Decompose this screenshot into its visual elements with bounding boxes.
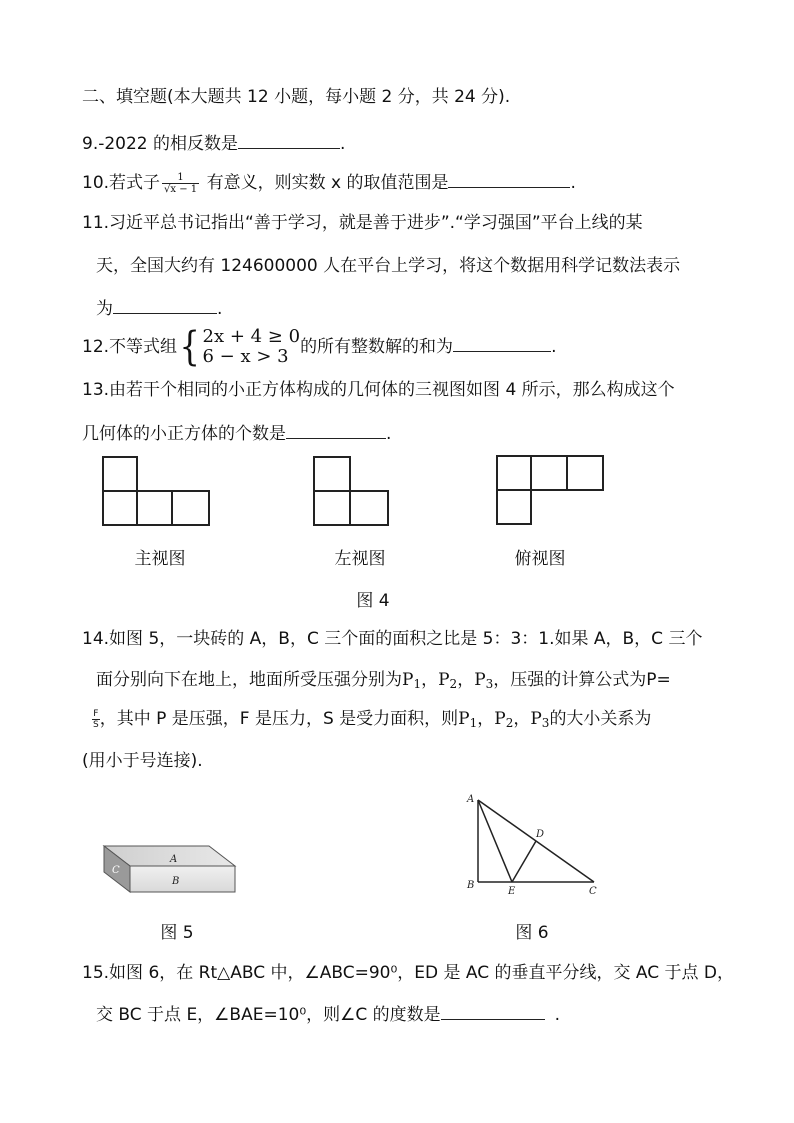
question-14-line-2: 面分别向下在地上，地面所受压强分别为$P_1$，$P_2$，$P_3$，压强的计算公式为P= bbox=[96, 670, 671, 691]
question-13-pre: 几何体的小正方体的个数是 bbox=[82, 424, 286, 444]
question-14-line-3a: ，其中 P 是压强，F 是压力，S 是受力面积，则 bbox=[99, 709, 459, 729]
answer-blank-11[interactable] bbox=[113, 296, 217, 314]
triangle-diagram bbox=[462, 790, 612, 900]
pressure-fraction: $\frac{F}{S}$ bbox=[93, 708, 99, 730]
question-11-line-3 bbox=[96, 296, 222, 320]
question-11-end: . bbox=[217, 299, 223, 319]
brick-face-b-label: B bbox=[172, 876, 180, 887]
inequality-system bbox=[177, 325, 300, 369]
question-14-line-2a: 面分别向下在地上，地面所受压强分别为 bbox=[96, 670, 402, 690]
question-10-end: . bbox=[570, 173, 576, 193]
question-9 bbox=[82, 131, 345, 155]
front-view-diagram bbox=[102, 456, 212, 528]
fraction-1-over-sqrt bbox=[162, 172, 199, 195]
point-e-label: E bbox=[508, 886, 516, 897]
p2: $P_2$ bbox=[438, 670, 458, 691]
section-title: 二、填空题(本大题共 12 小题，每小题 2 分，共 24 分). bbox=[82, 87, 511, 107]
brick-diagram bbox=[100, 840, 250, 900]
brick-face-c-label: C bbox=[112, 865, 120, 876]
question-10-pre: 10.若式子 bbox=[82, 173, 161, 193]
answer-blank-10[interactable] bbox=[448, 170, 570, 188]
p1-again: $P_1$ bbox=[458, 709, 478, 730]
question-10-post: 有意义，则实数 x 的取值范围是 bbox=[201, 173, 449, 193]
question-11-line-2: 天，全国大约有 124600000 人在平台上学习，将这个数据用科学记数法表示 bbox=[96, 256, 681, 276]
vertex-a-label: A bbox=[467, 794, 475, 805]
question-10 bbox=[82, 170, 576, 195]
inequality-row-1: 2x + 4 ≥ 0 bbox=[202, 326, 301, 347]
fraction-numerator: 1 bbox=[162, 172, 199, 184]
question-11-line-1: 11.习近平总书记指出“善于学习，就是善于进步”.“学习强国”平台上线的某 bbox=[82, 213, 643, 233]
question-14-line-4: (用小于号连接). bbox=[82, 751, 203, 771]
answer-blank-12[interactable] bbox=[453, 334, 551, 352]
question-9-text: 9.-2022 的相反数是 bbox=[82, 134, 239, 154]
left-view-diagram bbox=[313, 456, 393, 528]
point-d-label: D bbox=[536, 829, 545, 840]
question-14-line-3: $\frac{F}{S}$ ，其中 P 是压强，F 是压力，S 是受力面积，则$P_1$，$P_2$，$P_3$的大小关系为 bbox=[93, 708, 652, 730]
vertex-b-label: B bbox=[467, 880, 475, 891]
question-12-pre: 12.不等式组 bbox=[82, 337, 178, 357]
question-12 bbox=[82, 325, 556, 369]
left-brace: { bbox=[179, 324, 200, 370]
question-15-line-1: 15.如图 6，在 Rt△ABC 中，∠ABC=90⁰，ED 是 AC 的垂直平分线，交 AC 于点 D， bbox=[82, 963, 735, 983]
question-14-line-3b: 的大小关系为 bbox=[549, 709, 652, 729]
answer-blank-15[interactable] bbox=[441, 1002, 545, 1020]
question-14-line-2b: ，压强的计算公式为P= bbox=[493, 670, 671, 690]
brick-face-a-label: A bbox=[170, 854, 178, 865]
p3: $P_3$ bbox=[474, 670, 494, 691]
p1: $P_1$ bbox=[402, 670, 422, 691]
top-view-diagram bbox=[496, 455, 608, 527]
question-15-line-2 bbox=[96, 1002, 560, 1026]
front-view-label: 主视图 bbox=[134, 549, 186, 569]
answer-blank-9[interactable] bbox=[238, 131, 340, 149]
question-12-end: . bbox=[551, 337, 557, 357]
question-11-pre: 为 bbox=[96, 299, 113, 319]
question-15-end: . bbox=[554, 1005, 561, 1025]
question-9-end: . bbox=[340, 134, 346, 154]
left-view-label: 左视图 bbox=[334, 549, 386, 569]
question-14-line-1: 14.如图 5，一块砖的 A，B，C 三个面的面积之比是 5：3：1.如果 A，B，C 三个 bbox=[82, 629, 703, 649]
inequality-row-2: 6 − x > 3 bbox=[202, 346, 289, 367]
inequality-rows bbox=[203, 327, 301, 367]
p3-again: $P_3$ bbox=[530, 709, 550, 730]
question-12-post: 的所有整数解的和为 bbox=[300, 337, 454, 357]
fraction-denominator: √x − 1 bbox=[164, 183, 198, 195]
answer-blank-13[interactable] bbox=[286, 421, 386, 439]
p2-again: $P_2$ bbox=[494, 709, 514, 730]
figure-5-caption: 图 5 bbox=[160, 923, 194, 943]
top-view-label: 俯视图 bbox=[514, 549, 566, 569]
question-15-pre: 交 BC 于点 E，∠BAE=10⁰，则∠C 的度数是 bbox=[96, 1005, 441, 1025]
figure-6-caption: 图 6 bbox=[515, 923, 549, 943]
vertex-c-label: C bbox=[589, 886, 597, 897]
question-13-end: . bbox=[386, 424, 392, 444]
figure-4-caption: 图 4 bbox=[356, 591, 390, 611]
question-13-line-1: 13.由若干个相同的小正方体构成的几何体的三视图如图 4 所示，那么构成这个 bbox=[82, 380, 675, 400]
question-13-line-2 bbox=[82, 421, 391, 445]
